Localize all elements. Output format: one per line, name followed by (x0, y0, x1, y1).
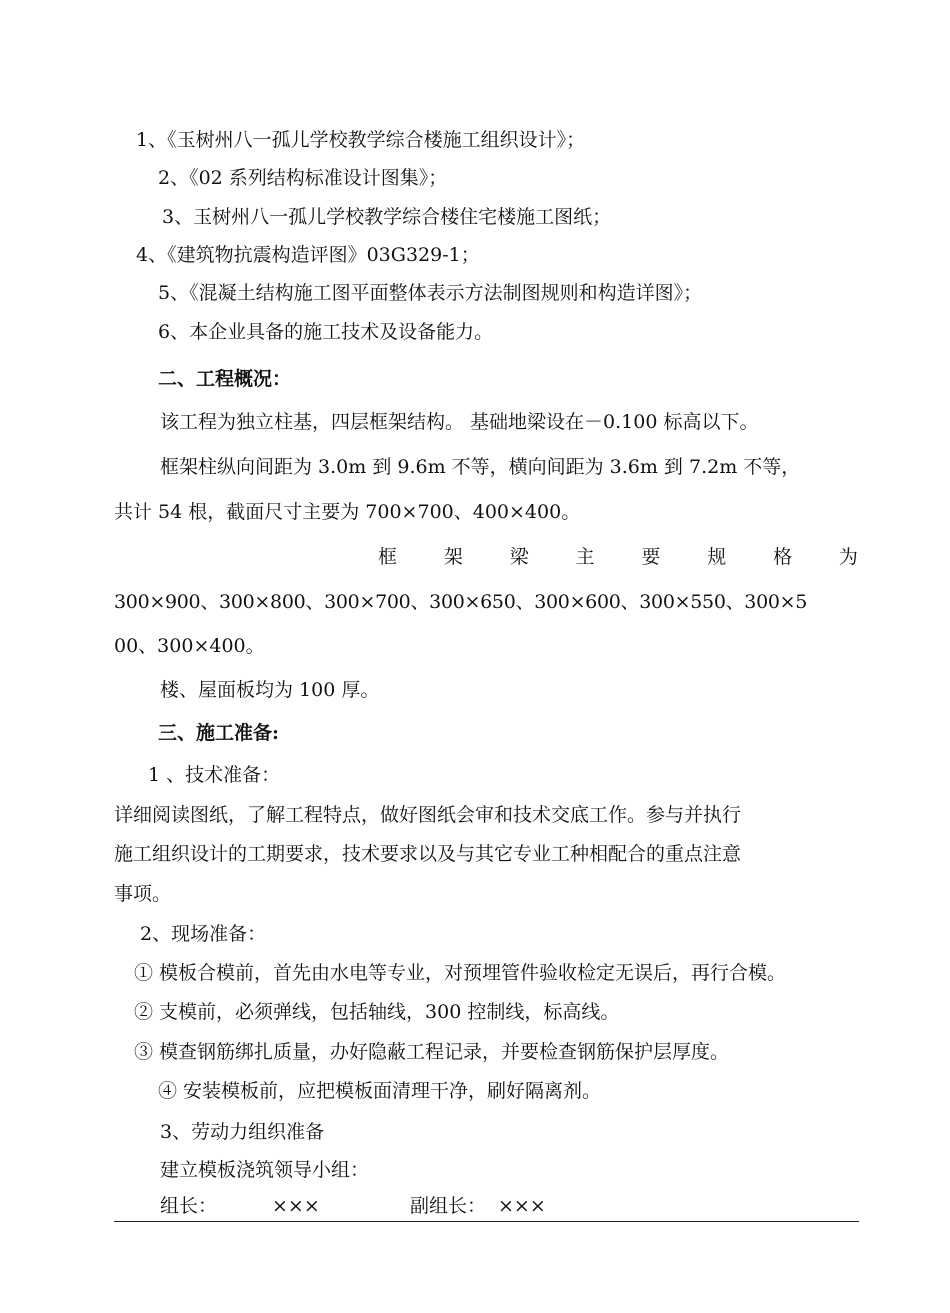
footer-divider (114, 1221, 859, 1222)
overview-paragraph-1: 该工程为独立柱基，四层框架结构。 基础地梁设在－0.100 标高以下。 (160, 411, 759, 433)
spread-char: 格 (773, 546, 793, 568)
reference-item-2: 2、《02 系列结构标准设计图集》； (158, 167, 448, 189)
leader-label: 组长： (160, 1195, 218, 1217)
leader-value: ××× (272, 1195, 320, 1217)
technical-prep-text-line-2: 施工组织设计的工期要求，技术要求以及与其它专业工种相配合的重点注意 (114, 843, 742, 865)
technical-prep-text-line-3: 事项。 (114, 883, 172, 905)
site-prep-item-2: ② 支模前，必须弹线，包括轴线，300 控制线，标高线。 (134, 1001, 620, 1023)
reference-item-6: 6、本企业具备的施工技术及设备能力。 (158, 321, 494, 343)
section-heading-project-overview: 二、工程概况： (158, 368, 292, 390)
subheading-technical-prep: 1 、技术准备： (148, 764, 281, 786)
reference-item-3: 3、玉树州八一孤儿学校教学综合楼住宅楼施工图纸； (162, 206, 612, 228)
spread-char: 框 (378, 546, 398, 568)
deputy-leader-label: 副组长： (410, 1195, 487, 1217)
spread-char: 梁 (509, 546, 529, 568)
site-prep-item-1: ① 模板合模前，首先由水电等专业，对预埋管件验收检定无误后，再行合模。 (134, 962, 787, 984)
reference-item-5: 5、《混凝土结构施工图平面整体表示方法制图规则和构造详图》； (158, 282, 703, 304)
overview-paragraph-2-line-2: 共计 54 根，截面尺寸主要为 700×700、400×400。 (114, 501, 581, 523)
technical-prep-text-line-1: 详细阅读图纸，了解工程特点，做好图纸会审和技术交底工作。参与并执行 (114, 804, 742, 826)
spread-char: 要 (641, 546, 661, 568)
subheading-labor-prep: 3、劳动力组织准备 (160, 1121, 325, 1143)
subheading-site-prep: 2、现场准备： (140, 923, 267, 945)
slab-thickness-text: 楼、屋面板均为 100 厚。 (160, 679, 380, 701)
deputy-leader-value: ××× (498, 1195, 546, 1217)
beam-spec-line-2: 300×900、300×800、300×700、300×650、300×600、300×550、300×5 (114, 591, 808, 613)
spread-char: 规 (707, 546, 727, 568)
spread-char: 主 (575, 546, 595, 568)
reference-item-4: 4、《建筑物抗震构造评图》03G329-1； (136, 244, 480, 266)
labor-prep-text: 建立模板浇筑领导小组： (160, 1159, 370, 1181)
beam-spec-spread-line (378, 545, 858, 569)
beam-spec-line-3: 00、300×400。 (114, 635, 265, 657)
section-heading-construction-prep: 三、施工准备: (158, 722, 280, 744)
spread-char: 为 (838, 546, 858, 568)
site-prep-item-3: ③ 模查钢筋绑扎质量，办好隐蔽工程记录，并要检查钢筋保护层厚度。 (134, 1041, 730, 1063)
reference-item-1: 1、《玉树州八一孤儿学校教学综合楼施工组织设计》； (136, 129, 586, 151)
spread-char: 架 (443, 546, 463, 568)
site-prep-item-4: ④ 安装模板前，应把模板面清理干净，刷好隔离剂。 (158, 1080, 602, 1102)
overview-paragraph-2-line-1: 框架柱纵向间距为 3.0m 到 9.6m 不等，横向间距为 3.6m 到 7.2m 不等， (160, 456, 801, 478)
